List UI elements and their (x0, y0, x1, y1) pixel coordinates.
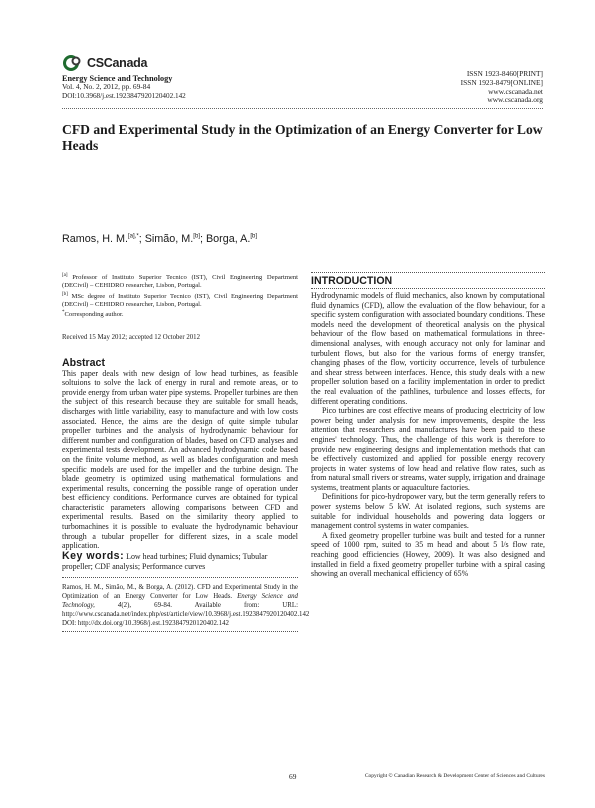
right-column (311, 272, 545, 579)
issn-online: ISSN 1923-8479[ONLINE] (460, 77, 543, 87)
citation-url[interactable]: (2), 69-84. Available from: URL: http://www.cscanada.net/index.php/est/article/view/10.3968/j.est.1923847920120402.142 (62, 602, 310, 619)
keywords (62, 549, 298, 572)
introduction-heading: INTRODUCTION (311, 275, 545, 289)
header-divider (62, 108, 543, 109)
page-number: 69 (289, 772, 297, 781)
affiliation-text: Professor of Instituto Superior Tecnico (IST), Civil Engineering Department (DECivil) – CEHIDRO researcher, Lisbon, Portugal. (62, 274, 298, 290)
author-name: Borga, A. (205, 233, 251, 245)
introduction-section (311, 272, 545, 579)
abstract-heading: Abstract (62, 356, 105, 369)
citation-journal: Energy Science and Technology, 4 (62, 593, 298, 610)
paper-title: CFD and Experimental Study in the Optimization of an Energy Converter for Low Heads (62, 122, 543, 153)
author-list (62, 233, 257, 245)
author-affil-mark: [a],* (128, 233, 139, 240)
journal-url-org[interactable]: www.cscanada.org (487, 95, 543, 105)
journal-header (62, 54, 186, 101)
affiliation-text: MSc degree of Instituto Superior Tecnico (IST), Civil Engineering Department (DECivil) – CEHIDRO researcher, Lisbon, Portugal. (62, 292, 298, 308)
affiliation (62, 272, 298, 291)
citation-box (62, 577, 310, 632)
issn-print: ISSN 1923-8460[PRINT] (466, 69, 543, 78)
citation-text: Ramos, H. M., Simão, M., & Borga, A. (2012). CFD and Experimental Study in the Optimization of an Energy Converter for Low Heads. (62, 584, 298, 601)
affiliation (62, 309, 298, 319)
cscanada-logo-icon (62, 54, 84, 72)
abstract-body (62, 369, 298, 551)
author-name: Simão, M. (144, 233, 194, 245)
journal-volume: Vol. 4, No. 2, 2012, pp. 69-84 (62, 82, 151, 91)
affiliation-mark: [b] (62, 291, 68, 297)
left-column (62, 272, 310, 632)
publisher-logo (62, 54, 186, 72)
received-dates: Received 15 May 2012; accepted 12 October 2012 (62, 333, 200, 341)
introduction-paragraph: Hydrodynamic models of fluid mechanics, also known by computational fluid dynamics (CFD), allow the evaluation of the flow behaviour, for a specific system configuration with associated boundary conditions. These models need the development of theoretical analysis on the physical behaviour of the flow based on mathematical formulations in three-dimensional analyses, with enough accuracy not only for laminar and turbulent flows, but also for the various forms of energy transfer, changing phases of the flow, vorticity occurrence, levels of turbulence and shear stress between interfaces. Hence, this study deals with a new propeller solution based on a facility implementation in order to predict the real evaluation of the pathlines, turbulence and losses effects, for different operating conditions. (311, 291, 545, 406)
affiliation-mark: [a] (62, 273, 68, 278)
affiliation (62, 291, 298, 310)
introduction-body (311, 291, 545, 579)
journal-doi: DOI:10.3968/j.est.1923847920120402.142 (62, 91, 186, 100)
introduction-paragraph: Pico turbines are cost effective means of producing electricity of low power being under analysis for new improvements, despite the less attention that researchers and manufactures have been paid to these engines' technology. Thus, the challenge of this work is therefore to provide new engineering designs and implementation methods that can be effectively customized and applied for possible energy recovery projects in water systems of low head and relative flow rates, such as from natural small rivers or streams, water supply, irrigation and drainage systems, treatment plants or aquaculture factories. (311, 406, 546, 492)
author-affil-mark: [b] (193, 233, 200, 240)
keywords-text: Low head turbines; Fluid dynamics; Tubular propeller; CDF analysis; Performance curves (62, 551, 268, 571)
publisher-name: CSCanada (87, 56, 148, 70)
abstract-paragraph: This paper deals with new design of low head turbines, as feasible soltuions to solve the lack of energy in rural and remote areas, or to provide energy from urban water pipe systems. Propeller turbines are then the subject of this research because they are suitable for small heads, discharges with little variability, easy to manufacture and with low costs associated. Hence, the aims are the design of quite simple tubular propeller turbines and the analysis of hydrodynamic behaviour for different number and configuration of blades, based on CFD analyses and experimental tests development. An advanced hydrodynamic code based on the finite volume method, as well as blades configuration and mesh specific models are used for the impeller and the turbine design. The blade geometry is optimized using mathematical formulations and experimental results, concerning the possible range of operation under best efficiency conditions. Performance curves are obtained for typical characteristic parameters allowing comparisons between CFD and experimental results. Based on the similarity theory applied to turbomachines it is possible to evaluate the hydrodynamic behaviour through a tubular propeller for different sizes, in a scale model application. (62, 368, 298, 551)
keywords-label: Key words: (62, 549, 125, 562)
author-separator: ; (199, 233, 206, 245)
affiliation-mark: * (62, 310, 65, 316)
introduction-paragraph: Definitions for pico-hydropower vary, but the term generally refers to power systems below 5 kW. At isolated regions, such systems are suitable for individual households and powering data loggers or management control systems in water companies. (311, 492, 545, 531)
citation-doi[interactable]: DOI: http://dx.doi.org/10.3968/j.est.1923847920120402.142 (62, 620, 229, 628)
journal-url-net[interactable]: www.cscanada.net (488, 86, 543, 96)
author-name: Ramos, H. M. (62, 233, 128, 245)
introduction-paragraph: A fixed geometry propeller turbine was built and tested for a runner speed of 1000 rpm, suited to 35 m head and about 5 l/s flow rate, reaching good efficiencies (Howey, 2009). It was also designed and installed in field a fixed geometry propeller turbine with a spiral casing showing an overall mechanical efficiency of 65% (311, 530, 545, 579)
author-separator: ; (138, 233, 145, 245)
affiliation-text: Corresponding author. (64, 311, 124, 319)
journal-issn-block (461, 70, 543, 105)
copyright-notice: Copyright © Canadian Research & Development Center of Sciences and Cultures (364, 773, 545, 779)
author-affil-mark: [b] (250, 233, 258, 240)
journal-name: Energy Science and Technology (62, 74, 173, 83)
